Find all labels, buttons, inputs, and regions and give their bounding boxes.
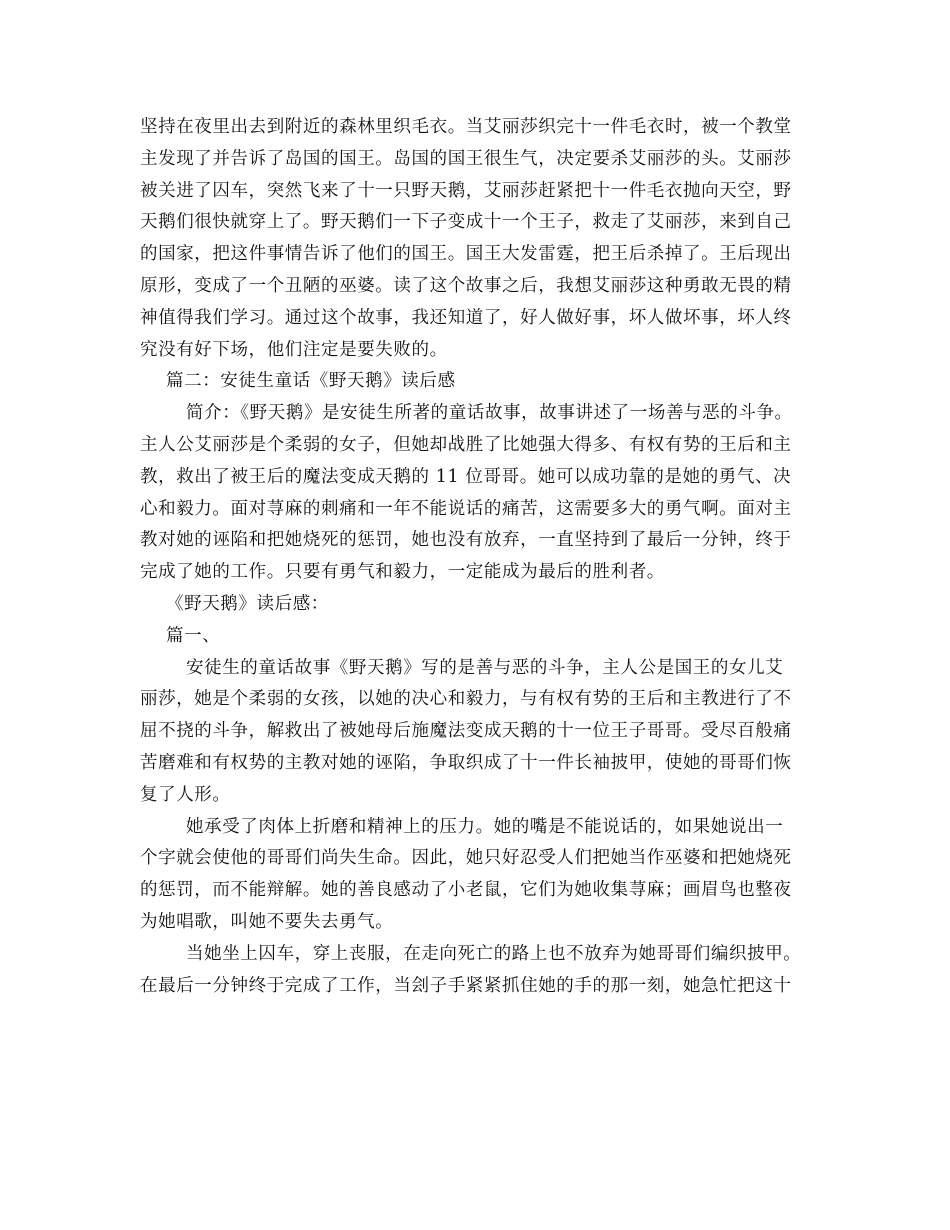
text-line: 个字就会使他的哥哥们尚失生命。因此，她只好忍受人们把她当作巫婆和把她烧死 <box>140 848 792 869</box>
text-line: 天鹅们很快就穿上了。野天鹅们一下子变成十一个王子，救走了艾丽莎，来到自己 <box>140 212 792 233</box>
text-line: 主发现了并告诉了岛国的国王。岛国的国王很生气，决定要杀艾丽莎的头。艾丽莎 <box>140 148 792 169</box>
text-line: 究没有好下场，他们注定是要失败的。 <box>140 339 448 360</box>
text-line: 当她坐上囚车，穿上丧服，在走向死亡的路上也不放弃为她哥哥们编织披甲。 <box>186 943 802 964</box>
text-line: 安徒生的童话故事《野天鹅》写的是善与恶的斗争，主人公是国王的女儿艾 <box>186 657 784 678</box>
text-line: 主人公艾丽莎是个柔弱的女子，但她却战胜了比她强大得多、有权有势的王后和主 <box>140 434 792 455</box>
section-heading: 篇二：安徒生童话《野天鹅》读后感 <box>166 371 456 392</box>
text-line: 神值得我们学习。通过这个故事，我还知道了，好人做好事，坏人做坏事，坏人终 <box>140 307 792 328</box>
text-line: 教对她的诬陷和把她烧死的惩罚，她也没有放弃，一直坚持到了最后一分钟，终于 <box>140 530 792 551</box>
text-line: 心和毅力。面对荨麻的刺痛和一年不能说话的痛苦，这需要多大的勇气啊。面对主 <box>140 498 792 519</box>
section-heading: 篇一、 <box>166 625 221 646</box>
text-line: 坚持在夜里出去到附近的森林里织毛衣。当艾丽莎织完十一件毛衣时，被一个教堂 <box>140 117 792 137</box>
document-page <box>140 112 830 1002</box>
section-heading: 《野天鹅》读后感： <box>166 593 329 614</box>
text-line: 原形，变成了一个丑陋的巫婆。读了这个故事之后，我想艾丽莎这种勇敢无畏的精 <box>140 275 792 296</box>
text-line: 在最后一分钟终于完成了工作，当刽子手紧紧抓住她的手的那一刻，她急忙把这十 <box>140 975 792 996</box>
text-line: 完成了她的工作。只要有勇气和毅力，一定能成为最后的胜利者。 <box>140 562 665 583</box>
text-line: 丽莎，她是个柔弱的女孩，以她的决心和毅力，与有权有势的王后和主教进行了不 <box>140 689 792 710</box>
text-line: 简介：《野天鹅》是安徒生所著的童话故事，故事讲述了一场善与恶的斗争。 <box>186 403 793 424</box>
text-line: 她承受了肉体上折磨和精神上的压力。她的嘴是不能说话的，如果她说出一 <box>186 816 784 837</box>
text-line: 屈不挠的斗争，解救出了被她母后施魔法变成天鹅的十一位王子哥哥。受尽百般痛 <box>140 721 792 742</box>
text-line: 的国家，把这件事情告诉了他们的国王。国王大发雷霆，把王后杀掉了。王后现出 <box>140 244 792 265</box>
text-line: 为她唱歌，叫她不要失去勇气。 <box>140 911 394 932</box>
text-line: 的惩罚，而不能辩解。她的善良感动了小老鼠，它们为她收集荨麻；画眉鸟也整夜 <box>140 880 792 901</box>
text-line: 苦磨难和有权势的主教对她的诬陷，争取织成了十一件长袖披甲，使她的哥哥们恢 <box>140 752 792 773</box>
text-line: 教，救出了被王后的魔法变成天鹅的 11 位哥哥。她可以成功靠的是她的勇气、决 <box>140 466 792 487</box>
text-line: 复了人形。 <box>140 784 231 805</box>
text-line: 被关进了囚车，突然飞来了十一只野天鹅，艾丽莎赶紧把十一件毛衣抛向天空，野 <box>140 180 792 201</box>
